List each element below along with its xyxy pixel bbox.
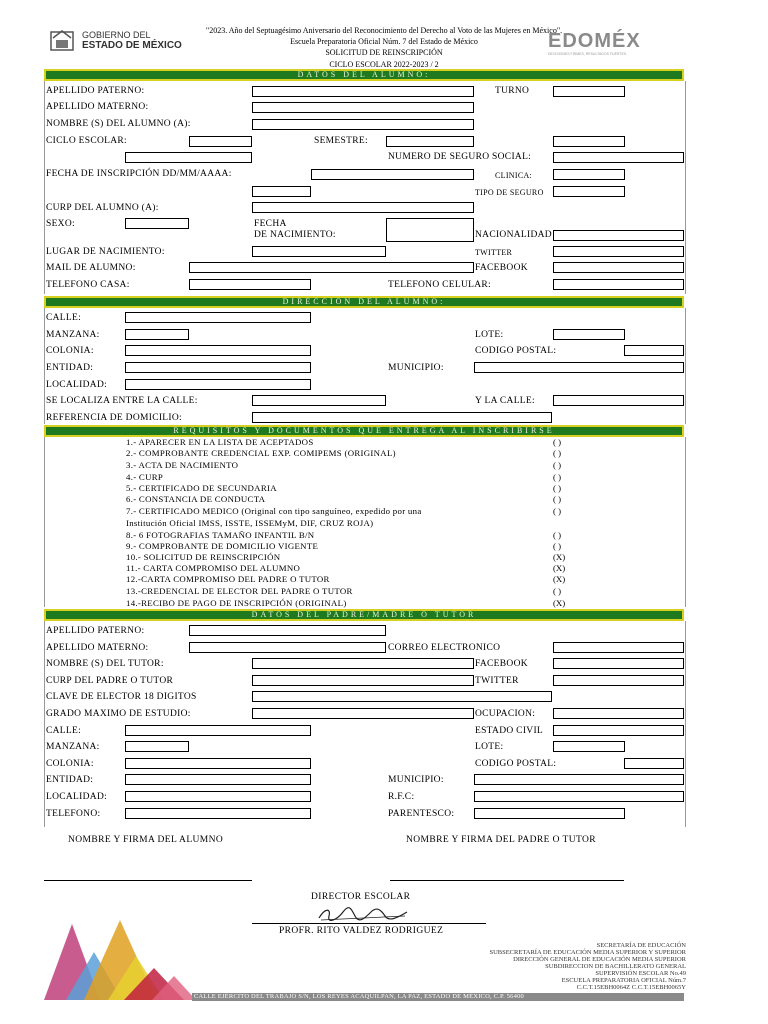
label-tipo-seguro: TIPO DE SEGURO xyxy=(475,188,544,197)
header-line2: Escuela Preparatoria Oficial Núm. 7 del Estado de México xyxy=(290,37,478,46)
label-clave-elector: CLAVE DE ELECTOR 18 DIGITOS xyxy=(46,692,197,702)
label-padre-apellido-paterno: APELLIDO PATERNO: xyxy=(46,626,145,636)
entre-calle-field[interactable] xyxy=(252,395,386,406)
label-rfc: R.F.C: xyxy=(388,792,415,802)
gobierno-line1: GOBIERNO DEL xyxy=(82,30,151,40)
requisito-checkbox[interactable]: ( ) xyxy=(553,437,562,447)
municipio-field[interactable] xyxy=(474,362,684,373)
label-localidad: LOCALIDAD: xyxy=(46,380,108,390)
requisito-checkbox[interactable]: ( ) xyxy=(553,506,562,516)
padre-municipio-field[interactable] xyxy=(474,774,684,785)
label-entidad: ENTIDAD: xyxy=(46,363,94,373)
label-tel-casa: TELEFONO CASA: xyxy=(46,280,130,290)
label-apellido-paterno: APELLIDO PATERNO: xyxy=(46,86,145,96)
label-semestre: SEMESTRE: xyxy=(314,136,368,146)
parentesco-field[interactable] xyxy=(474,808,625,819)
padre-manzana-field[interactable] xyxy=(125,741,189,752)
requisito-checkbox[interactable]: ( ) xyxy=(553,494,562,504)
curp-alumno-field[interactable] xyxy=(252,202,474,213)
edomex-logo xyxy=(548,30,678,60)
label-correo: CORREO ELECTRONICO xyxy=(388,643,501,653)
footer-info-line: ESCUELA PREPARATORIA OFICIAL Núm.7 xyxy=(561,977,686,984)
lote-field[interactable] xyxy=(553,329,625,340)
padre-calle-field[interactable] xyxy=(125,725,311,736)
tipo-seguro-field[interactable] xyxy=(553,186,625,197)
footer-address: CALLE EJÉRCITO DEL TRABAJO S/N, LOS REYES ACAQUILPAN, LA PAZ, ESTADO DE MÉXICO, C.P. 56400 xyxy=(194,993,524,1000)
semestre-field[interactable] xyxy=(386,136,474,147)
label-padre-apellido-materno: APELLIDO MATERNO: xyxy=(46,643,149,653)
firma-alumno-line xyxy=(44,880,252,881)
referencia-field[interactable] xyxy=(252,412,552,423)
facebook-tutor-field[interactable] xyxy=(553,658,684,669)
requisito-checkbox[interactable]: ( ) xyxy=(553,541,562,551)
padre-cp-field[interactable] xyxy=(624,758,684,769)
label-padre-cp: CODIGO POSTAL: xyxy=(475,759,557,769)
label-fecha-nac-2: DE NACIMIENTO: xyxy=(254,230,336,240)
edomex-triangles-icon xyxy=(44,916,204,1000)
label-sexo: SEXO: xyxy=(46,219,75,229)
padre-lote-field[interactable] xyxy=(553,741,625,752)
label-padre-colonia: COLONIA: xyxy=(46,759,94,769)
director-signature-icon xyxy=(315,904,415,924)
firma-padre-line xyxy=(390,880,624,881)
requisito-item: 11.- CARTA COMPROMISO DEL ALUMNO xyxy=(126,563,301,573)
padre-localidad-field[interactable] xyxy=(125,791,311,802)
codigo-postal-field[interactable] xyxy=(624,345,684,356)
label-padre-manzana: MANZANA: xyxy=(46,742,100,752)
padre-colonia-field[interactable] xyxy=(125,758,311,769)
apellido-materno-field[interactable] xyxy=(252,102,474,113)
label-nombre-tutor: NOMBRE (S) DEL TUTOR: xyxy=(46,659,164,669)
section-padre: DATOS DEL PADRE/MADRE O TUTOR xyxy=(44,609,684,621)
requisito-item: 1.- APARECER EN LA LISTA DE ACEPTADOS xyxy=(126,437,314,447)
extra-field-3[interactable] xyxy=(252,186,311,197)
requisito-checkbox[interactable]: ( ) xyxy=(553,460,562,470)
label-apellido-materno: APELLIDO MATERNO: xyxy=(46,102,149,112)
label-ciclo-escolar: CICLO ESCOLAR: xyxy=(46,136,127,146)
director-nombre: PROFR. RITO VALDEZ RODRIGUEZ xyxy=(279,926,444,936)
twitter-tutor-field[interactable] xyxy=(553,675,684,686)
edomex-tagline: DECISIONES FIRMES, RESULTADOS FUERTES. xyxy=(548,52,628,56)
label-parentesco: PARENTESCO: xyxy=(388,809,455,819)
label-colonia: COLONIA: xyxy=(46,346,94,356)
requisito-item: 10.- SOLICITUD DE REINSCRIPCIÓN xyxy=(126,552,281,562)
twitter-alumno-field[interactable] xyxy=(553,246,684,257)
label-lugar-nacimiento: LUGAR DE NACIMIENTO: xyxy=(46,247,165,257)
footer-info-line: SUBSECRETARÍA DE EDUCACIÓN MEDIA SUPERIOR Y SUPERIOR xyxy=(489,949,686,956)
section-alumno: DATOS DEL ALUMNO: xyxy=(44,69,684,81)
label-nacionalidad: NACIONALIDAD xyxy=(475,230,552,240)
label-padre-calle: CALLE: xyxy=(46,726,82,736)
extra-field-2[interactable] xyxy=(125,152,252,163)
header-line3: SOLICITUD DE REINSCRIPCIÓN xyxy=(325,48,443,57)
label-manzana: MANZANA: xyxy=(46,330,100,340)
calle-field[interactable] xyxy=(125,312,311,323)
rfc-field[interactable] xyxy=(474,791,684,802)
label-twitter-alumno: TWITTER xyxy=(475,248,513,257)
label-grado-estudio: GRADO MAXIMO DE ESTUDIO: xyxy=(46,709,191,719)
footer-info-line: SUBDIRECCION DE BACHILLERATO GENERAL xyxy=(545,963,686,970)
manzana-field[interactable] xyxy=(125,329,189,340)
header-line4: CICLO ESCOLAR 2022-2023 / 2 xyxy=(329,60,439,69)
label-padre-municipio: MUNICIPIO: xyxy=(388,775,444,785)
label-municipio: MUNICIPIO: xyxy=(388,363,444,373)
label-curp-alumno: CURP DEL ALUMNO (A): xyxy=(46,203,159,213)
label-codigo-postal: CODIGO POSTAL: xyxy=(475,346,557,356)
label-entre-calle: SE LOCALIZA ENTRE LA CALLE: xyxy=(46,396,198,406)
requisito-item: 6.- CONSTANCIA DE CONDUCTA xyxy=(126,494,266,504)
label-padre-localidad: LOCALIDAD: xyxy=(46,792,108,802)
label-facebook-tutor: FACEBOOK xyxy=(475,659,528,669)
edomex-wordmark: EDOMÉX xyxy=(548,30,641,52)
label-mail: MAIL DE ALUMNO: xyxy=(46,263,136,273)
director-line xyxy=(252,923,486,924)
label-twitter-tutor: TWITTER xyxy=(475,676,519,686)
padre-apellido-paterno-field[interactable] xyxy=(189,625,386,636)
label-fecha-nac-1: FECHA xyxy=(254,219,287,229)
requisito-item: 3.- ACTA DE NACIMIENTO xyxy=(126,460,239,470)
requisito-checkbox[interactable]: ( ) xyxy=(553,530,562,540)
label-facebook-alumno: FACEBOOK xyxy=(475,263,528,273)
clinica-field[interactable] xyxy=(553,169,625,180)
requisito-item: 8.- 6 FOTOGRAFIAS TAMAÑO INFANTIL B/N xyxy=(126,530,315,540)
mail-field[interactable] xyxy=(189,262,474,273)
padre-entidad-field[interactable] xyxy=(125,774,311,785)
tel-casa-field[interactable] xyxy=(189,279,311,290)
label-nombre-alumno: NOMBRE (S) DEL ALUMNO (A): xyxy=(46,119,191,129)
requisito-item: 4.- CURP xyxy=(126,472,164,482)
section-requisitos: REQUISITOS Y DOCUMENTOS QUE ENTREGA AL INSCRIBIRSE xyxy=(44,425,684,437)
padre-apellido-materno-field[interactable] xyxy=(189,642,386,653)
footer-info-line: SUPERVISIÓN ESCOLAR No.49 xyxy=(595,970,686,977)
fecha-nacimiento-field[interactable] xyxy=(386,218,474,242)
requisito-item: 9.- COMPROBANTE DE DOMICILIO VIGENTE xyxy=(126,541,319,551)
requisito-checkbox[interactable]: (X) xyxy=(553,563,566,573)
nombre-tutor-field[interactable] xyxy=(252,658,474,669)
nss-field[interactable] xyxy=(553,152,684,163)
requisito-checkbox[interactable]: (X) xyxy=(553,574,566,584)
label-ocupacion: OCUPACION: xyxy=(475,709,536,719)
firma-alumno-label: NOMBRE Y FIRMA DEL ALUMNO xyxy=(68,835,224,845)
label-referencia: REFERENCIA DE DOMICILIO: xyxy=(46,413,182,423)
requisito-checkbox[interactable]: ( ) xyxy=(553,483,562,493)
turno-field[interactable] xyxy=(553,86,625,97)
header-line1: "2023. Año del Septuagésimo Aniversario del Reconocimiento del Derecho al Voto de las Mujeres en México". xyxy=(205,26,563,35)
ocupacion-field[interactable] xyxy=(553,708,684,719)
curp-tutor-field[interactable] xyxy=(252,675,474,686)
label-estado-civil: ESTADO CIVIL xyxy=(475,726,544,736)
nombre-alumno-field[interactable] xyxy=(252,119,474,130)
footer-info-line: C.C.T.15EBH0064Z C.C.T.15EBH0065Y xyxy=(576,984,686,991)
label-padre-entidad: ENTIDAD: xyxy=(46,775,94,785)
sexo-field[interactable] xyxy=(125,218,189,229)
label-lote: LOTE: xyxy=(475,330,504,340)
label-padre-telefono: TELEFONO: xyxy=(46,809,101,819)
tel-celular-field[interactable] xyxy=(553,279,684,290)
requisito-item: 14.-RECIBO DE PAGO DE INSCRIPCIÓN (ORIGINAL) xyxy=(126,598,347,608)
label-nss: NUMERO DE SEGURO SOCIAL: xyxy=(388,152,532,162)
estado-civil-field[interactable] xyxy=(553,725,684,736)
padre-telefono-field[interactable] xyxy=(125,808,311,819)
requisito-item: 13.-CREDENCIAL DE ELECTOR DEL PADRE O TUTOR xyxy=(126,586,353,596)
apellido-paterno-field[interactable] xyxy=(252,86,474,97)
gobierno-line2: ESTADO DE MÉXICO xyxy=(82,40,182,51)
facebook-alumno-field[interactable] xyxy=(553,262,684,273)
grado-estudio-field[interactable] xyxy=(252,708,474,719)
requisito-item: 12.-CARTA COMPROMISO DEL PADRE O TUTOR xyxy=(126,574,330,584)
label-tel-celular: TELEFONO CELULAR: xyxy=(388,280,491,290)
footer-info-line: DIRECCIÓN GENERAL DE EDUCACIÓN MEDIA SUPERIOR xyxy=(513,956,686,963)
label-curp-tutor: CURP DEL PADRE O TUTOR xyxy=(46,676,174,686)
label-calle: CALLE: xyxy=(46,313,82,323)
localidad-field[interactable] xyxy=(125,379,311,390)
footer-info-line: SECRETARÍA DE EDUCACIÓN xyxy=(596,942,686,949)
label-clinica: CLINICA: xyxy=(495,171,533,180)
requisito-item: 7.- CERTIFICADO MEDICO (Original con tipo sanguíneo, expedido por una xyxy=(126,506,422,516)
y-calle-field[interactable] xyxy=(553,395,684,406)
correo-field[interactable] xyxy=(553,642,684,653)
colonia-field[interactable] xyxy=(125,345,311,356)
section-direccion: DIRECCION DEL ALUMNO: xyxy=(44,296,684,308)
requisito-item: Institución Oficial IMSS, ISSTE, ISSEMyM, DIF, CRUZ ROJA) xyxy=(126,518,374,528)
fecha-inscripcion-field[interactable] xyxy=(311,169,474,180)
requisito-checkbox[interactable]: ( ) xyxy=(553,586,562,596)
extra-field-1[interactable] xyxy=(553,136,625,147)
requisito-checkbox[interactable]: (X) xyxy=(553,598,566,608)
requisito-checkbox[interactable]: (X) xyxy=(553,552,566,562)
label-fecha-inscripcion: FECHA DE INSCRIPCIÓN DD/MM/AAAA: xyxy=(46,169,232,179)
director-titulo: DIRECTOR ESCOLAR xyxy=(311,892,411,902)
requisito-item: 5.- CERTIFICADO DE SECUNDARIA xyxy=(126,483,277,493)
requisito-checkbox[interactable]: ( ) xyxy=(553,472,562,482)
label-padre-lote: LOTE: xyxy=(475,742,504,752)
label-y-calle: Y LA CALLE: xyxy=(475,396,535,406)
clave-elector-field[interactable] xyxy=(252,691,552,702)
requisito-checkbox[interactable]: ( ) xyxy=(553,448,562,458)
ciclo-escolar-field[interactable] xyxy=(189,136,252,147)
nacionalidad-field[interactable] xyxy=(553,230,684,241)
entidad-field[interactable] xyxy=(125,362,311,373)
firma-padre-label: NOMBRE Y FIRMA DEL PADRE O TUTOR xyxy=(406,835,596,845)
lugar-nacimiento-field[interactable] xyxy=(252,246,386,257)
requisito-item: 2.- COMPROBANTE CREDENCIAL EXP. COMIPEMS (ORIGINAL) xyxy=(126,448,396,458)
label-turno: TURNO xyxy=(495,86,530,96)
